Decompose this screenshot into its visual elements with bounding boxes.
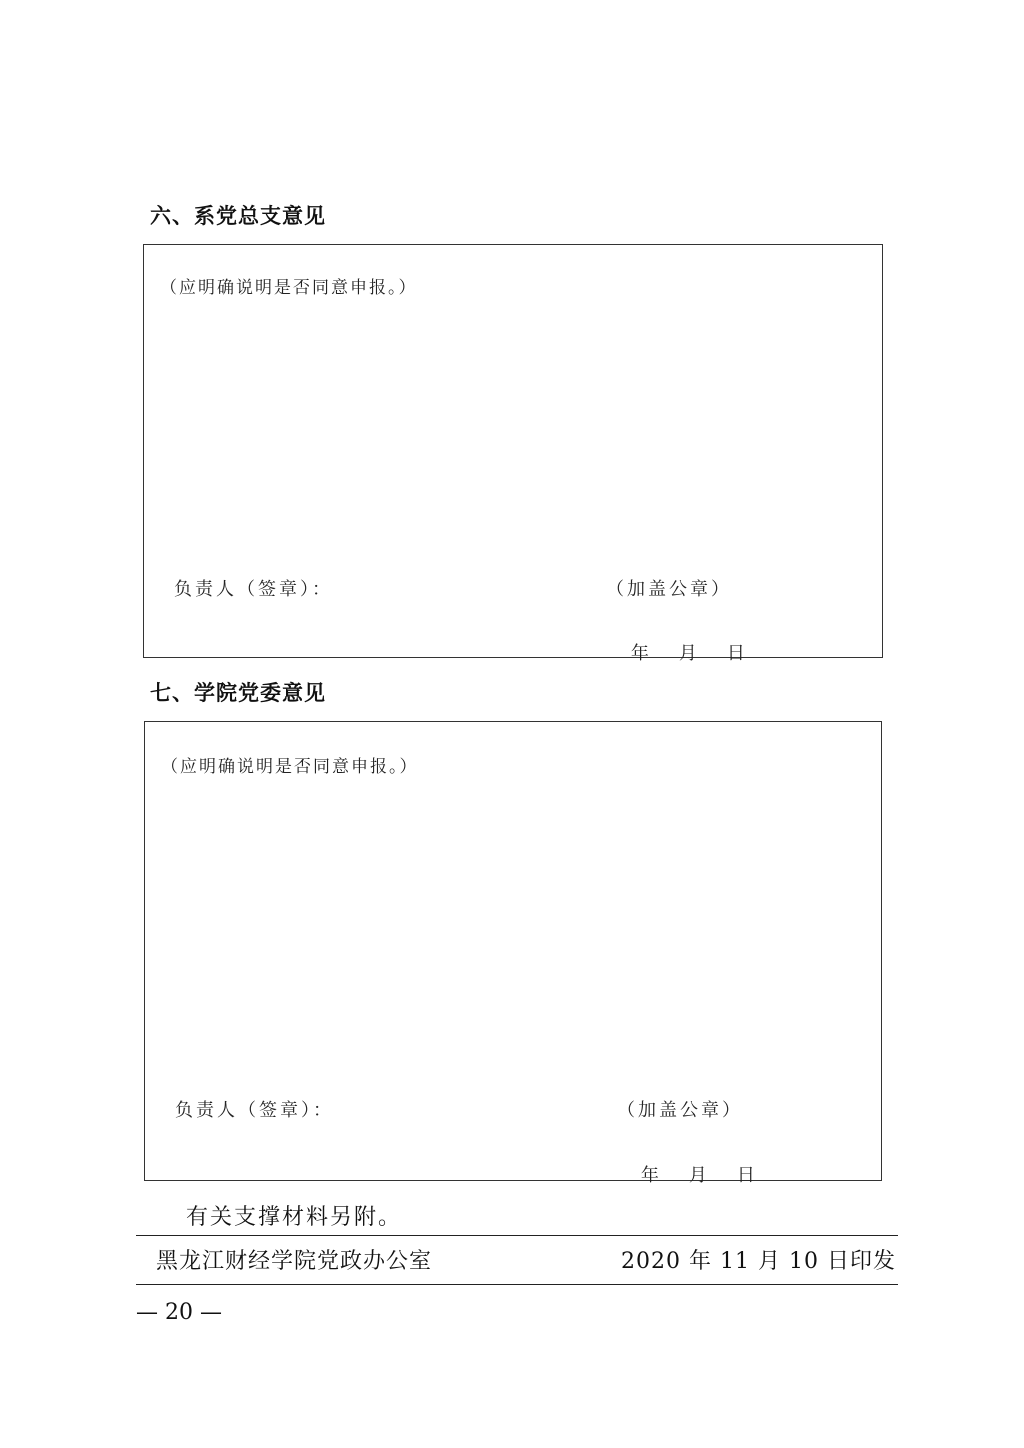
section-7-opinion-box bbox=[144, 721, 882, 1186]
section-6-date-line bbox=[608, 618, 745, 686]
issue-date: 2020 年 11 月 10 日印发 bbox=[621, 1249, 896, 1274]
section-6-day-label: 日 bbox=[726, 643, 745, 664]
footer-top-rule bbox=[136, 1235, 898, 1236]
section-6-note: （应明确说明是否同意申报。） bbox=[160, 278, 418, 298]
footer-bottom-rule bbox=[136, 1284, 898, 1285]
section-7-month-label: 月 bbox=[688, 1165, 707, 1186]
section-6-year-label: 年 bbox=[630, 643, 649, 664]
section-6-opinion-box bbox=[143, 244, 883, 664]
section-6-seal-label: （加盖公章） bbox=[606, 579, 732, 600]
section-7-date-line bbox=[618, 1140, 755, 1208]
section-7-note: （应明确说明是否同意申报。） bbox=[161, 757, 419, 777]
section-7-seal-label: （加盖公章） bbox=[617, 1100, 743, 1121]
section-6-signer-label: 负责人（签章）： bbox=[174, 579, 333, 600]
section-7-signer-label: 负责人（签章）： bbox=[175, 1100, 334, 1121]
section-6-heading: 六、系党总支意见 bbox=[150, 204, 326, 228]
issuing-office: 黑龙江财经学院党政办公室 bbox=[156, 1249, 433, 1274]
section-7-day-label: 日 bbox=[736, 1165, 755, 1186]
section-7-heading: 七、学院党委意见 bbox=[150, 681, 326, 705]
section-7-year-label: 年 bbox=[640, 1165, 659, 1186]
page-number: — 20 — bbox=[136, 1300, 222, 1325]
section-6-month-label: 月 bbox=[678, 643, 697, 664]
attachment-note: 有关支撑材料另附。 bbox=[186, 1205, 403, 1230]
